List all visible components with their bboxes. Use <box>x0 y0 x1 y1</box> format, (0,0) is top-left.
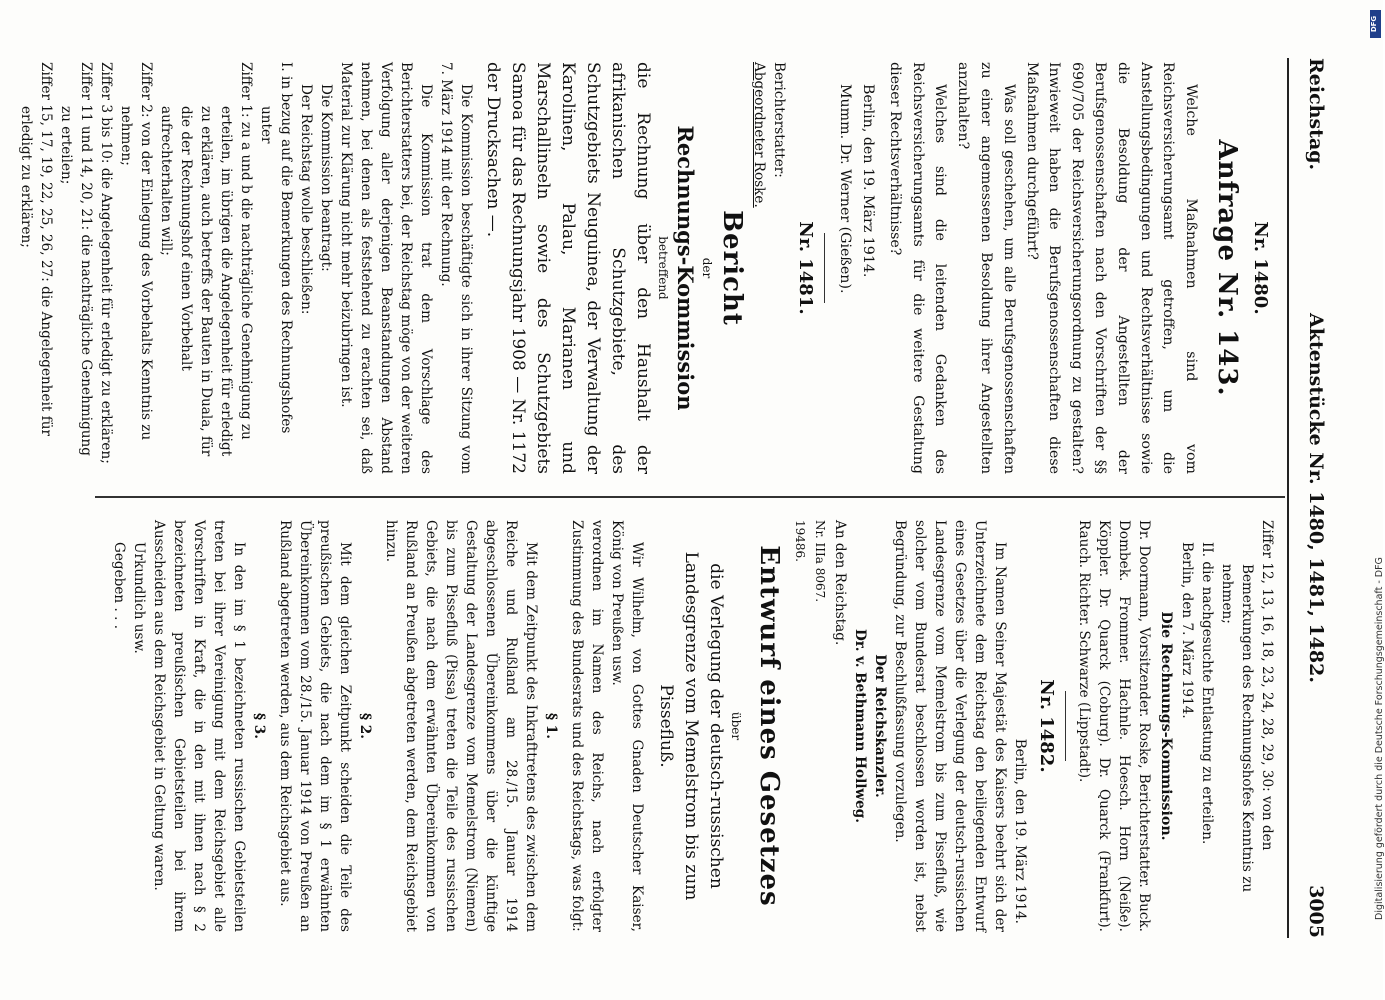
bericht-text-2: Die Kommission trat dem Vorschlage des Berichterstatters bei, der Reichstag möge von der weiteren Verfolgung aller derjenigen Beanstandungen Abstand nehmen, bei denen als feststehend zu erachten sei, daß Material zur Klärung nicht mehr beizubringen ist. <box>338 62 435 474</box>
antrag-I: I. in bezug auf die Bemerkungen des Rechnungshofes unter <box>258 62 295 434</box>
reference-number: Nr. IIIa 8067. <box>813 520 828 603</box>
anfrage-title: Anfrage Nr. 143. <box>1212 139 1243 397</box>
wir-wilhelm: Wir Wilhelm, von Gottes Gnaden Deutscher Kaiser, König von Preußen usw. <box>609 520 646 932</box>
digitization-credit: Digitalisierung gefördert durch die Deutsche Forschungsgemeinschaft - DFG <box>1374 557 1385 920</box>
urkundlich: Urkundlich usw. <box>131 542 148 654</box>
anfrage-question-2: Was soll geschehen, um alle Berufsgenossenschaften zu einer angemessenen Besoldung ihrer Angestellten anzuhalten? <box>955 62 1017 474</box>
header-center: Aktenstücke Nr. 1480, 1481, 1482. <box>1305 313 1327 683</box>
anfrage-text: Welche Maßnahmen sind vom Reichsversicherungsamt getroffen, um die Anstellungsbedingungen und Rechtsverhältnisse sowie die Besoldung der Angestellten der Berufsgenossenschaften nach den Vorschriften der §§ 690/705 der Reichsversicherungsordnung zu gestalten? Inwieweit haben die Berufsgenossenschaften diese Maßnahmen durchgeführt? <box>1023 62 1200 474</box>
kommission-date: Berlin, den 7. März 1914. <box>1179 542 1195 719</box>
berichterstatter-name: Abgeordneter Roske. <box>751 62 768 208</box>
entwurf-subject: die Verlegung der deutsch-russischen Landesgrenze vom Memelstrom bis zum Pissefluß. <box>656 551 727 901</box>
ziffer-11: Ziffer 11 und 14, 20, 21: die nachträgliche Genehmigung zu erteilen; <box>58 62 95 456</box>
reichskanzler-name: Dr. v. Bethmann Hollweg. <box>852 629 869 823</box>
nr1482-text: Im Namen Seiner Majestät des Kaisers beehrt sich der Unterzeichnete dem Reichstag den beiliegenden Entwurf eines Gesetzes über die Verlegung der deutsch-russischen Landesgrenze vom Memelstrom bis zum Pissefluß, wie solcher vom Bundesrat beschlossen worden ist, nebst Begründung, zur Beschlußfassung vorzulegen. <box>892 520 1009 932</box>
bericht-title: Bericht <box>717 210 748 326</box>
page-header <box>1297 58 1327 938</box>
ziffer-list <box>16 62 296 474</box>
nr1481-heading: Nr. 1481. <box>795 221 817 315</box>
gegeben: Gegeben . . . <box>111 542 128 630</box>
addressee: An den Reichstag. <box>832 520 849 646</box>
ziffer-1: Ziffer 1: zu a und b die nachträgliche Genehmigung zu erteilen, im übrigen die Angelegenheit für erledigt zu erklären, auch betreffs der Bauten in Duala, für die der Rechnungshof einen Vorbehalt aufrechterhalten will; <box>158 62 255 457</box>
kommission-title: Rechnungs-Kommission <box>673 125 699 411</box>
entwurf-title: Entwurf eines Gesetzes <box>754 545 785 907</box>
bericht-subject: die Rechnung über den Haushalt der afrikanischen Schutzgebiete, des Schutzgebiets Neuguinea, der Verwaltung der Karolinen, Palau, Marianen und Marschallinseln sowie des Schutzgebiets Samoa für das Rechnungsjahr 1908 — Nr. 1172 der Drucksachen —. <box>483 62 654 474</box>
verordnen: verordnen im Namen des Reichs, nach erfolgter Zustimmung des Bundesrats und des Reichstags, was folgt: <box>569 520 606 932</box>
paragraph-3-label: § 3. <box>251 712 268 740</box>
kommission-name: Die Rechnungs-Kommission. <box>1158 611 1174 841</box>
ziffer-3: Ziffer 3 bis 10: die Angelegenheit für erledigt zu erklären; <box>98 62 115 464</box>
paragraph-2-label: § 2. <box>357 712 374 740</box>
left-column <box>16 62 1277 474</box>
section-rule-2 <box>1065 691 1066 761</box>
ziffer-2: Ziffer 2: von der Einlegung des Vorbehalts Kenntnis zu nehmen; <box>118 62 155 441</box>
ziffer-list-continued <box>1217 520 1277 932</box>
antrag-II: II. die nachgesuchte Entlastung zu erteilen. <box>1199 542 1215 845</box>
page-number: 3005 <box>1305 885 1327 938</box>
nr1482-heading: Nr. 1482. <box>1035 679 1057 773</box>
ziffer-15: Ziffer 15, 17, 19, 22, 25, 26, 27: die Angelegenheit für erledigt zu erklären; <box>18 62 55 436</box>
header-left: Reichstag. <box>1305 58 1327 171</box>
paragraph-2-text: Mit dem gleichen Zeitpunkt scheiden die Teile des preußischen Gebiets, die nach dem im § 1 erwähnten Übereinkommen vom 28./15. Januar 1914 von Preußen an Rußland abgetreten werden, aus dem Reichsgebiet aus. <box>277 520 354 932</box>
nr1482-date: Berlin, den 19. März 1914. <box>1012 738 1029 924</box>
dfg-logo <box>1370 10 1381 38</box>
kommission-members: Dr. Doormann, Vorsitzender. Roske, Berichterstatter. Buck. Dombek. Frommer. Hachnle. Hoesch. Horn (Neiße). Köppler. Dr. Quarck (Coburg). Dr. Quarck (Frankfurt). Rauch. Richter. Schwarze (Lippstadt). <box>1076 520 1153 932</box>
paragraph-1-text: Mit dem Zeitpunkt des Inkrafttretens des zwischen dem Reiche und Rußland am 28./15. Januar 1914 abgeschlossenen Übereinkommens über die künftige Gestaltung der Landesgrenze vom Memelstrom (Niemen) bis zum Pissefluß (Pissa) treten die Teile des russischen Gebiets, die nach dem erwähnten Übereinkommen von Rußland an Preußen abgetreten werden, dem Reichsgebiet hinzu. <box>383 520 540 932</box>
paragraph-3-text: In den im § 1 bezeichneten russischen Gebietsteilen treten bei ihrer Vereinigung mit dem Reichsgebiet alle Vorschriften in Kraft, die in den mit ihnen nach § 2 bezeichneten preußischen Gebietsteilen bei ihrem Ausscheiden aus dem Reichsgebiet in Geltung waren. <box>151 520 248 932</box>
anfrage-signers: Mumm. Dr. Werner (Gießen). <box>837 84 854 294</box>
der-label: der <box>700 257 715 279</box>
antrag-intro-2: Der Reichstag wolle beschließen: <box>298 84 315 315</box>
dfg-logo-text: DFG <box>1370 15 1379 33</box>
right-column <box>109 520 1277 932</box>
nr1480-heading: Nr. 1480. <box>1250 221 1271 315</box>
reichskanzler-title: Der Reichskanzler. <box>872 654 889 798</box>
reference-number-2: 19486. <box>793 520 808 562</box>
header-rule <box>1287 58 1289 938</box>
ziffer-12: Ziffer 12, 13, 16, 18, 23, 24, 28, 29, 30: von den Bemerkungen des Rechnungshofes Kenntnis zu nehmen; <box>1219 520 1275 893</box>
antrag-intro: Die Kommission beantragt: <box>318 84 335 272</box>
anfrage-date: Berlin, den 19. März 1914. <box>860 84 877 278</box>
paragraph-1-label: § 1. <box>543 712 560 740</box>
ueber-label: über <box>729 711 744 741</box>
berichterstatter-label: Berichterstatter: <box>771 62 788 178</box>
bericht-text-1: Die Kommission beschäftigte sich in ihrer Sitzung vom 7. März 1914 mit der Rechnung. <box>438 62 475 474</box>
betreffend-label: betreffend <box>656 236 671 300</box>
rotated-document-page <box>18 58 1327 938</box>
section-rule <box>824 233 825 303</box>
column-divider <box>95 496 1285 498</box>
anfrage-question-3: Welches sind die leitenden Gedanken des Reichsversicherungsamts für die weitere Gestaltung dieser Rechtsverhältnisse? <box>886 62 949 474</box>
